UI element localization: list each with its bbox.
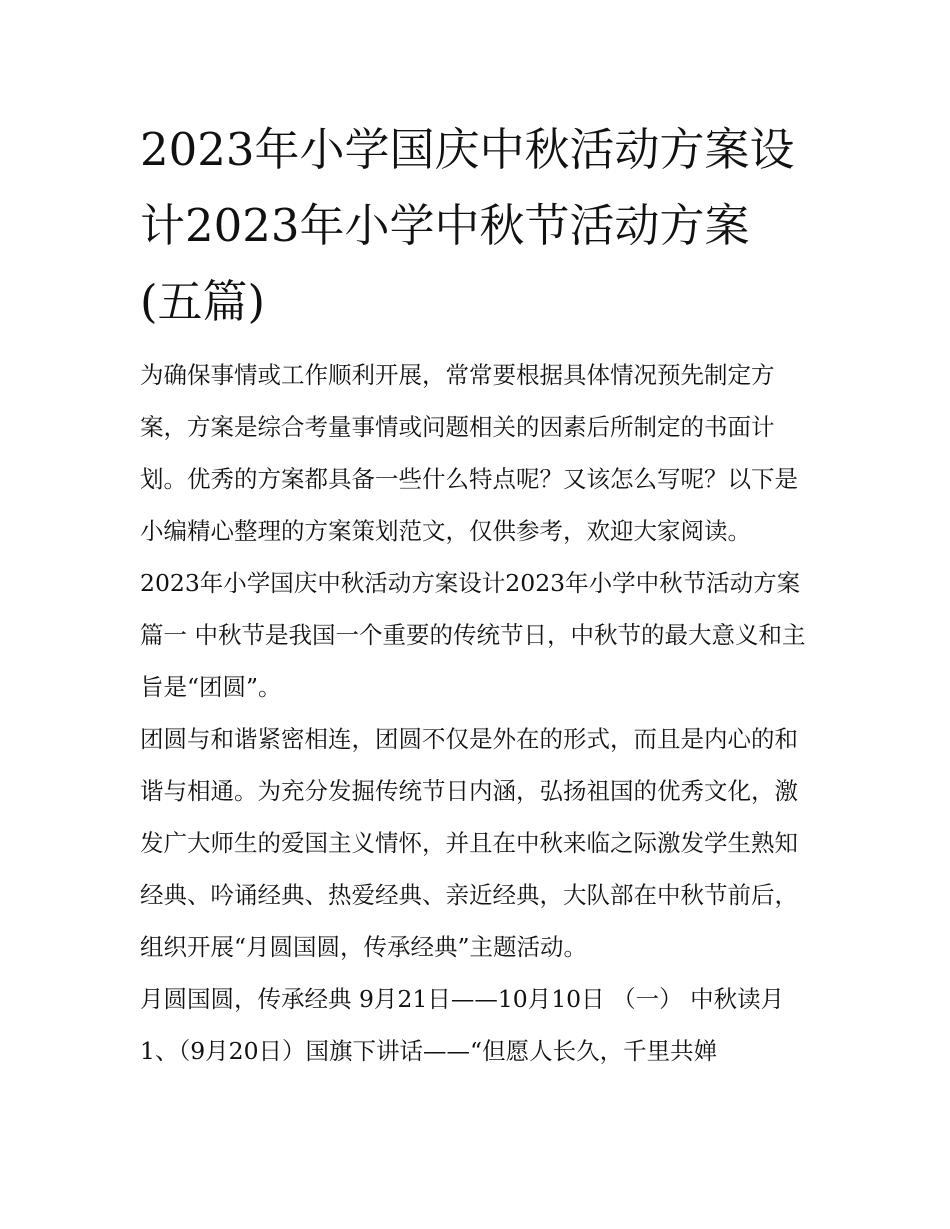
body-paragraph-heading: 2023年小学国庆中秋活动方案设计2023年小学中秋节活动方案篇一 中秋节是我国一个重要的传统节日，中秋节的最大意义和主旨是“团圆”。 bbox=[140, 569, 806, 701]
document-body bbox=[140, 349, 812, 1077]
document-title: 2023年小学国庆中秋活动方案设计2023年小学中秋节活动方案(五篇) bbox=[140, 123, 795, 328]
body-paragraph-intro: 为确保事情或工作顺利开展，常常要根据具体情况预先制定方案，方案是综合考量事情或问题相关的因素后所制定的书面计划。优秀的方案都具备一些什么特点呢？又该怎么写呢？以下是小编精心整理的方案策划范文，仅供参考，欢迎大家阅读。 bbox=[140, 361, 798, 545]
body-paragraph-purpose: 团圆与和谐紧密相连，团圆不仅是外在的形式，而且是内心的和谐与相通。为充分发掘传统节日内涵，弘扬祖国的优秀文化，激发广大师生的爱国主义情怀，并且在中秋来临之际激发学生熟知经典、吟诵经典、热爱经典、亲近经典，大队部在中秋节前后，组织开展“月圆国圆，传承经典”主题活动。 bbox=[140, 725, 798, 961]
body-paragraph-activity: 月圆国圆，传承经典 9月21日——10月10日 （一） 中秋读月 bbox=[140, 985, 785, 1013]
body-paragraph-item-1: 1、（9月20日）国旗下讲话——“但愿人长久，千里共婵 bbox=[140, 1037, 718, 1065]
document-content bbox=[140, 112, 812, 1077]
